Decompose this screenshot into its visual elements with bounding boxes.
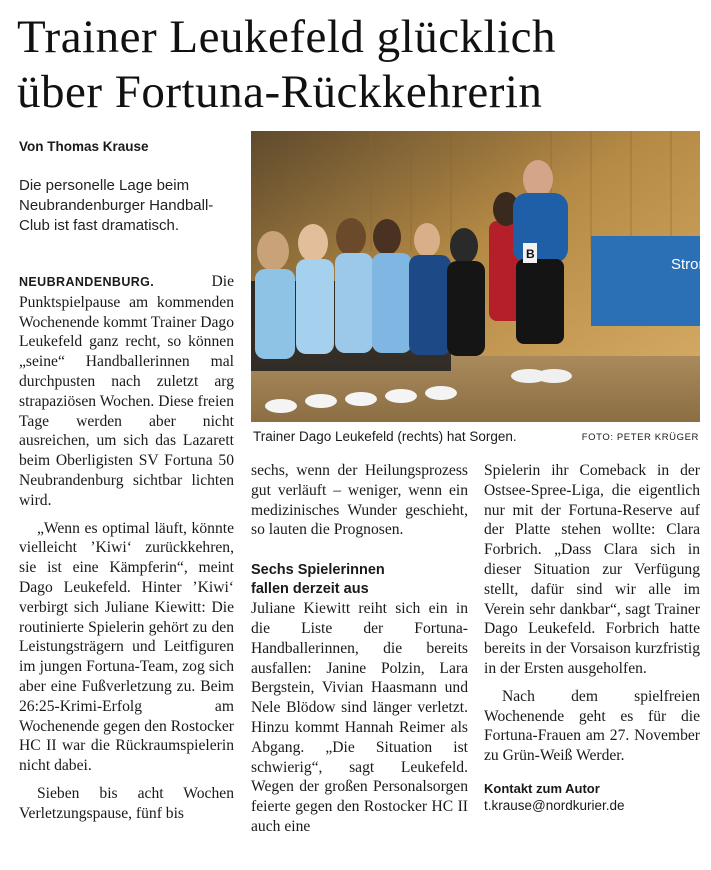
paragraph: Spielerin ihr Comeback in der Ostsee-Spree-Liga, die eigentlich nur mit der Fortuna-Reserve auf der Platte stehen wollte: Clara Forbrich. „Dass Clara sich in dieser Situation zur Verfügung stellt, dafür sind wir alle im Verein sehr dankbar“, sagt Trainer Dago Leukefeld. Forbrich hatte bereits in der Vorsaison kurzfristig in der Ersten ausgeholfen. — [484, 462, 700, 677]
article-photo — [251, 131, 711, 422]
jersey-letter: B — [526, 247, 535, 261]
subhead-line-2: fallen derzeit aus — [251, 581, 369, 598]
headline-line-2: über Fortuna-Rückkehrerin — [17, 66, 543, 118]
column-3 — [484, 461, 700, 815]
subhead-line-1: Sechs Spielerinnen — [251, 562, 385, 579]
contact-email-link[interactable]: t.krause@nordkurier.de — [484, 797, 625, 813]
headline-line-1: Trainer Leukefeld glücklich — [17, 11, 557, 63]
dateline: NEUBRANDENBURG. — [19, 275, 155, 289]
photo-credit: FOTO: PETER KRÜGER — [581, 432, 699, 443]
photo-illustration — [251, 131, 711, 422]
paragraph: „Wenn es optimal läuft, könnte vielleicht ’Kiwi‘ zurückkehren, sie ist eine Kämpferin“, meint Dago Leukefeld. Hinter ’Kiwi‘ verbirgt sich Juliane Kiewitt: Die routinierte Spielerin gehört zu den Leistungsträgern und Leitfiguren im jungen Fortuna-Team, zog sich aber eine Fußverletzung zu. Beim 26:25-Krimi-Erfolg am Wochenende gegen den Rostocker HC II war die Rückraumspielerin nicht dabei. — [19, 519, 234, 775]
headline — [17, 10, 697, 120]
paragraph: Sieben bis acht Wochen Verletzungspause, fünf bis — [19, 784, 234, 822]
paragraph-text: Die Punktspielpause am kommenden Wochenende kommt Trainer Dago Leukefeld ganz recht, so können „seine“ Handballerinnen mal durchpusten nach zuletzt arg strapaziösen Wochen. Diese freien Tage werden aber nicht ausreichen, um sich das Lazarett beim Oberligisten SV Fortuna 50 Neubrandenburg sichtbar lichten wird. — [19, 273, 234, 509]
column-2 — [251, 461, 468, 837]
paragraph — [19, 272, 234, 511]
subhead — [251, 561, 468, 599]
column-1 — [19, 272, 234, 824]
contact-label: Kontakt zum Autor — [484, 780, 600, 796]
byline: Von Thomas Krause — [19, 139, 149, 154]
banner-text: Strom — [671, 256, 711, 273]
photo-caption: Trainer Dago Leukefeld (rechts) hat Sorgen. — [253, 429, 517, 444]
teaser: Die personelle Lage beim Neubrandenburger Handball-Club ist fast dramatisch. — [19, 177, 214, 234]
paragraph: Nach dem spielfreien Wochenende geht es für die Fortuna-Frauen am 27. November zu Grün-Weiß Werder. — [484, 687, 700, 765]
paragraph: sechs, wenn der Heilungsprozess gut verläuft – weniger, wenn ein medizinisches Wunder geschieht, so lauten die Prognosen. — [251, 462, 468, 539]
paragraph: Juliane Kiewitt reiht sich ein in die Liste der Fortuna-Handballerinnen, die bereits ausfallen: Janine Polzin, Lara Bergstein, Vivian Haasmann und Nele Blödow sind länger verletzt. Hinzu kommt Hannah Reimer als Abgang. „Die Situation ist schwierig“, sagt Leukefeld. Wegen der großen Personalsorgen feierte gegen den Rostocker HC II auch eine — [251, 600, 468, 835]
